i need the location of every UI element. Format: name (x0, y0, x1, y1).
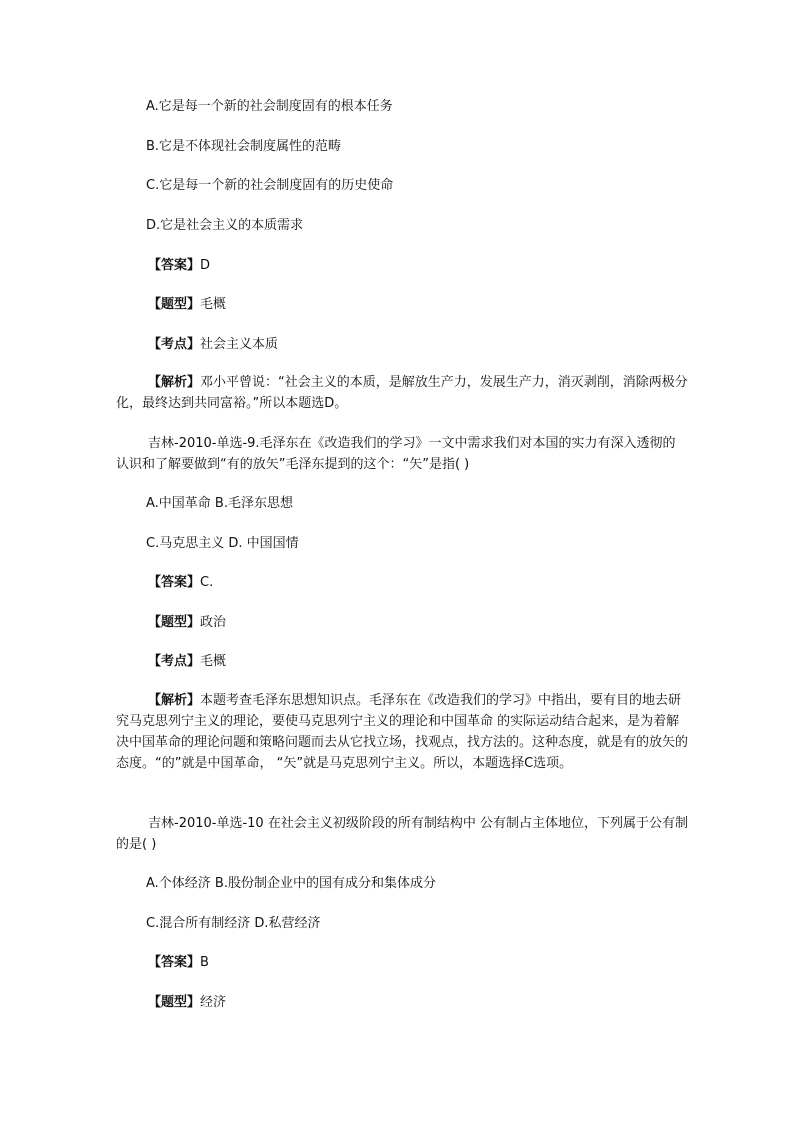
point-label: 【考点】 (148, 337, 201, 352)
type-label: 【题型】 (148, 615, 201, 630)
analysis-value: 本题考查毛泽东思想知识点。毛泽东在《改造我们的学习》中指出，要有目的地去研究马克思列宁主义的理论，要使马克思列宁主义的理论和中国革命 的实际运动结合起来，是为着解决中国革命的理论问题和策略问题而去从它找立场，找观点，找方法的。这种态度，就是有的放矢的态度。“的”就是中国革命， “矢”就是马克思列宁主义。所以，本题选择C选项。 (116, 693, 689, 771)
q9-answer (148, 573, 213, 593)
type-value: 经济 (200, 995, 227, 1010)
q8-analysis (116, 372, 688, 414)
q8-point (148, 335, 278, 355)
q10-options-ab: A.个体经济 B.股份制企业中的国有成分和集体成分 (146, 876, 436, 891)
q9-stem: 吉林-2010-单选-9.毛泽东在《改造我们的学习》一文中需求我们对本国的实力有深入透彻的认识和了解要做到“有的放矢”毛泽东提到的这个：“矢”是指( ) (116, 436, 676, 472)
analysis-label: 【解析】 (148, 375, 201, 390)
q8-option-a: A.它是每一个新的社会制度固有的根本任务 (146, 99, 393, 114)
q9-options-cd: C.马克思主义 D. 中国国情 (146, 536, 299, 551)
point-value: 社会主义本质 (200, 337, 279, 352)
q9-analysis (116, 690, 688, 774)
answer-label: 【答案】 (148, 575, 201, 590)
point-label: 【考点】 (148, 654, 201, 669)
type-label: 【题型】 (148, 995, 201, 1010)
q8-option-b: B.它是不体现社会制度属性的范畴 (146, 139, 342, 154)
answer-label: 【答案】 (148, 258, 201, 273)
q9-type (148, 613, 226, 633)
q8-option-c: C.它是每一个新的社会制度固有的历史使命 (146, 178, 394, 193)
answer-value: D (200, 258, 211, 273)
q10-type (148, 993, 226, 1013)
type-value: 政治 (200, 615, 227, 630)
q9-options-ab: A.中国革命 B.毛泽东思想 (146, 496, 293, 511)
q10-stem: 吉林-2010-单选-10 在社会主义初级阶段的所有制结构中 公有制占主体地位，下列属于公有制的是( ) (116, 816, 688, 852)
answer-value: B (200, 955, 209, 970)
type-value: 毛概 (200, 297, 227, 312)
q10-answer (148, 953, 209, 973)
q10-options-cd: C.混合所有制经济 D.私营经济 (146, 916, 321, 931)
analysis-value: 邓小平曾说：“社会主义的本质，是解放生产力，发展生产力，消灭剥削，消除两极分化，最终达到共同富裕。”所以本题选D。 (116, 375, 688, 411)
analysis-label: 【解析】 (148, 693, 201, 708)
q8-option-d: D.它是社会主义的本质需求 (146, 218, 304, 233)
q9-point (148, 652, 226, 672)
q8-answer (148, 256, 210, 276)
type-label: 【题型】 (148, 297, 201, 312)
q8-type (148, 295, 226, 315)
answer-value: C. (200, 575, 214, 590)
point-value: 毛概 (200, 654, 227, 669)
answer-label: 【答案】 (148, 955, 201, 970)
